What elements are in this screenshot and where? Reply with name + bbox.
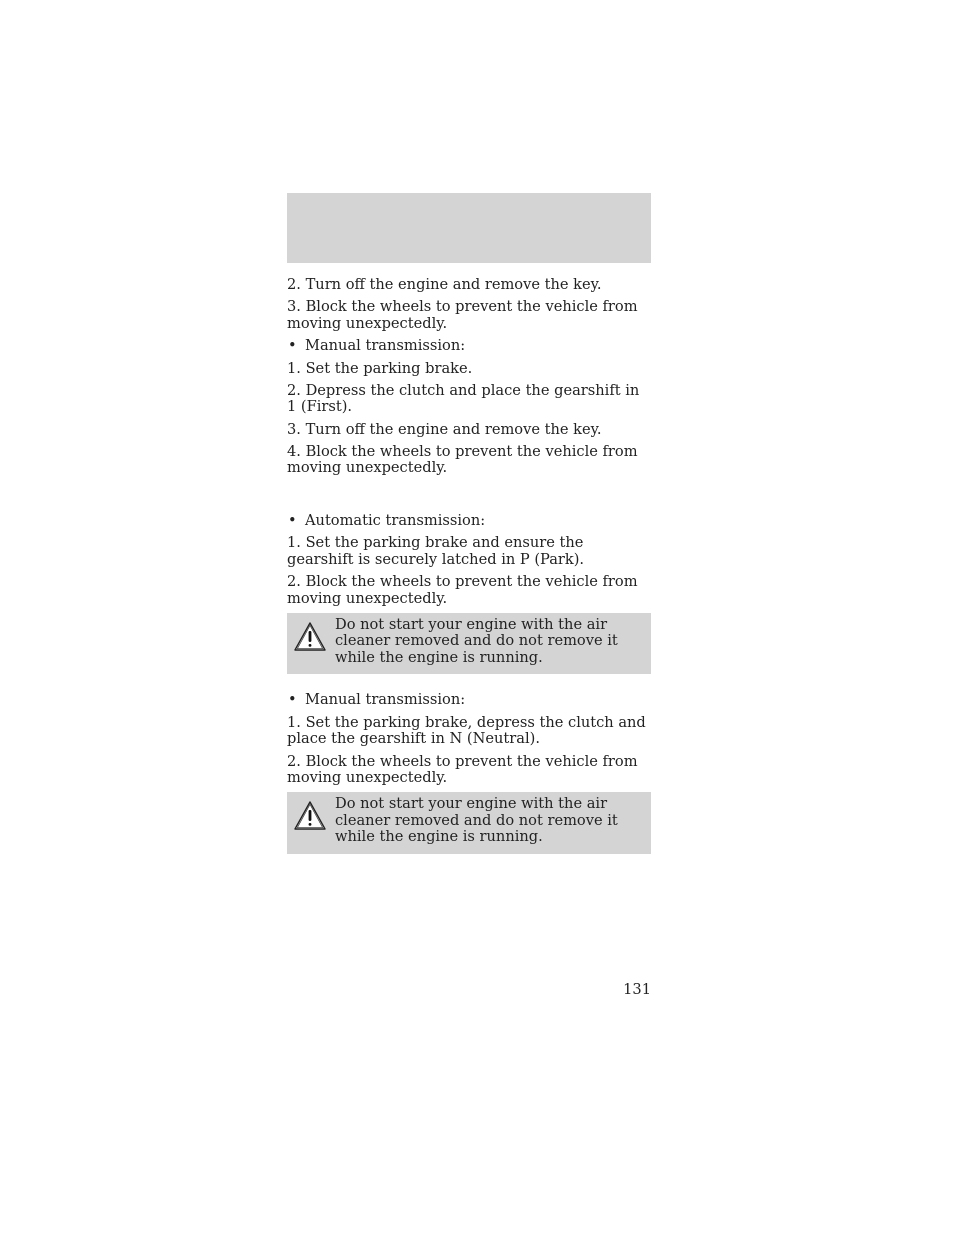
step-item: 2. Block the wheels to prevent the vehicle from moving unexpectedly.	[287, 573, 638, 607]
step-item: 1. Set the parking brake and ensure the gearshift is securely latched in P (Park).	[287, 534, 585, 568]
bullet-glyph: •	[288, 691, 297, 709]
step-item: 2. Turn off the engine and remove the key.	[287, 276, 602, 293]
warning-box	[287, 613, 651, 675]
warning-text: Do not start your engine with the air cleaner removed and do not remove it while the engine is running.	[335, 615, 618, 666]
page-content	[287, 277, 651, 854]
warning-triangle-icon	[293, 621, 327, 653]
automatic-transmission-label: Automatic transmission:	[305, 511, 486, 529]
bullet-item	[287, 513, 651, 530]
step-item: 4. Block the wheels to prevent the vehicle from moving unexpectedly.	[287, 442, 638, 477]
warning-text: Do not start your engine with the air cleaner removed and do not remove it while the engine is running.	[335, 795, 618, 846]
step-item: 1. Set the parking brake.	[287, 359, 473, 377]
step-item: 1. Set the parking brake, depress the clutch and place the gearshift in N (Neutral).	[287, 713, 646, 748]
warning-box	[287, 792, 651, 854]
step-item: 2. Depress the clutch and place the gearshift in 1 (First).	[287, 381, 640, 416]
step-item: 3. Turn off the engine and remove the key.	[287, 420, 602, 438]
header-band	[287, 193, 651, 263]
step-item: 2. Block the wheels to prevent the vehicle from moving unexpectedly.	[287, 752, 638, 787]
manual-transmission-label: Manual transmission:	[305, 691, 466, 709]
bullet-item	[287, 692, 651, 709]
bullet-glyph: •	[288, 337, 297, 355]
bullet-item	[287, 338, 651, 355]
bullet-glyph: •	[288, 511, 297, 529]
manual-transmission-label: Manual transmission:	[305, 337, 466, 355]
warning-triangle-icon	[293, 800, 327, 832]
page-number: 131	[623, 981, 651, 998]
step-item: 3. Block the wheels to prevent the vehicle from moving unexpectedly.	[287, 298, 638, 332]
